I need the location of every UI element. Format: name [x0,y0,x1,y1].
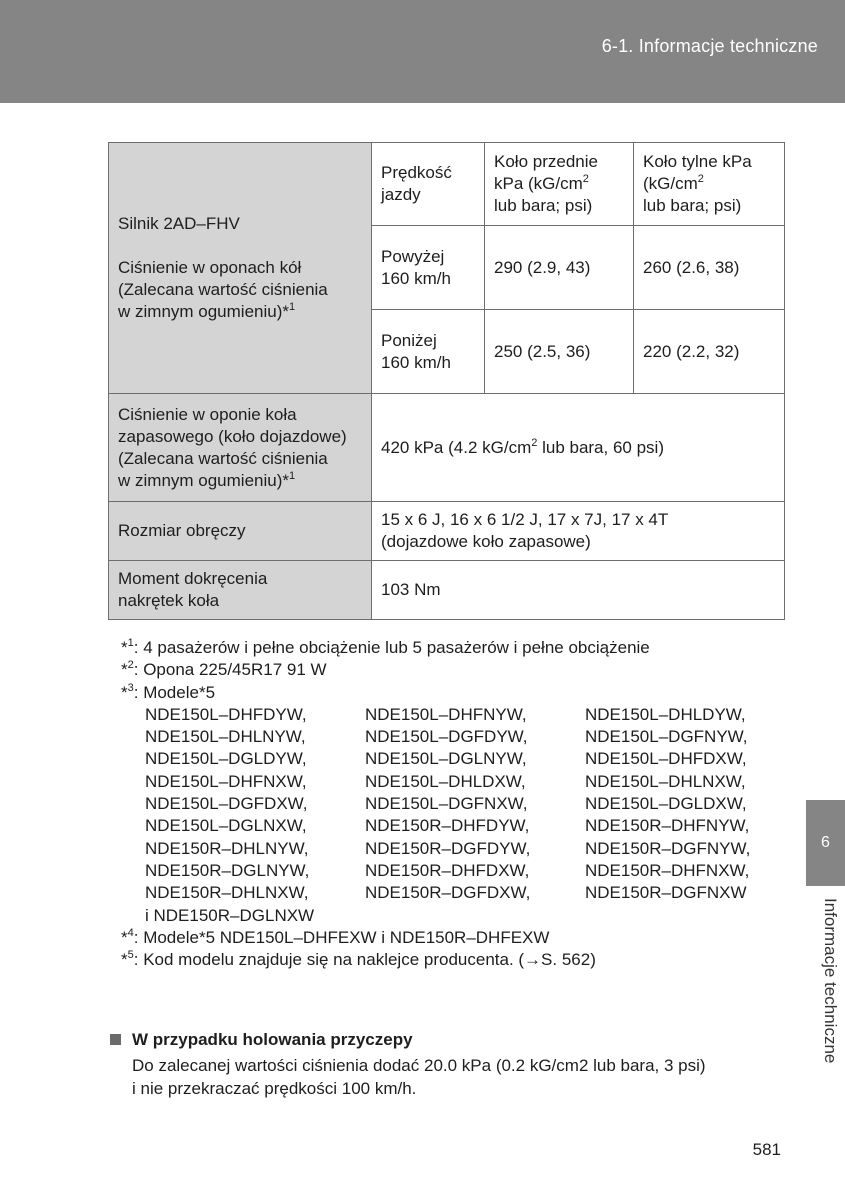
model-code: NDE150L–DHLNXW, [585,771,746,791]
model-code: NDE150L–DGLDXW, [585,794,747,814]
speed-above-cell: Powyżej 160 km/h [372,226,485,310]
page-number: 581 [752,1140,781,1159]
footnote-5: *$^5$: Kod modelu znajduje się na naklejce producenta. (→S. 562) [121,949,596,970]
col-header-speed: Prędkość jazdy [372,143,485,226]
model-code: NDE150L–DHLDXW, [365,771,526,791]
model-code: NDE150R–DHFNXW, [585,860,750,880]
chapter-tab [806,800,845,886]
spare-pressure-value: 420 kPa (4.2 $kG/cm^2$ lub bara, 60 psi) [372,394,785,502]
towing-heading [108,1028,788,1051]
towing-heading-text: W przypadku holowania przyczepy [132,1030,413,1049]
tire-pressure-label-line: w zimnym ogumieniu)*$^1$ [118,301,296,321]
col-header-front: Koło przednie kPa ($kG/cm^2$ lub bara; psi) [485,143,634,226]
model-code: NDE150L–DHLDYW, [585,704,746,724]
front-pressure-above: 290 (2.9, 43) [485,226,634,310]
towing-body-line: Do zalecanej wartości ciśnienia dodać 20.0 kPa (0.2 kG/cm2 lub bara, 3 psi) [132,1056,706,1075]
model-code: NDE150L–DGFNYW, [585,727,748,747]
model-code: NDE150R–DHFNYW, [585,816,750,836]
model-code: NDE150L–DHFDXW, [585,749,747,769]
table-row [109,394,785,502]
spare-pressure-label: Ciśnienie w oponie koła zapasowego (koło dojazdowe) (Zalecana wartość ciśnienia w zimnym ogumieniu)*$^1$ [109,394,372,502]
model-code: NDE150L–DHFDYW, [145,704,307,724]
model-code: NDE150L–DGLNXW, [145,816,307,836]
model-code: NDE150R–DHLNYW, [145,838,309,858]
model-code: NDE150R–DGLNYW, [145,860,310,880]
footnote-4: *$^4$: Modele*5 NDE150L–DHFEXW i NDE150R–DHFEXW [121,926,550,947]
chapter-label: Informacje techniczne [821,898,840,1064]
tire-spec-table [108,142,785,620]
model-code: NDE150R–DGFNXW [585,883,747,903]
model-code: NDE150R–DGFDYW, [365,838,531,858]
model-code: NDE150R–DHFDYW, [365,816,530,836]
torque-label: Moment dokręcenia nakrętek koła [109,561,372,620]
model-code: NDE150R–DGFNYW, [585,838,751,858]
speed-below-cell: Poniżej 160 km/h [372,310,485,394]
rim-size-value: 15 x 6 J, 16 x 6 1/2 J, 17 x 7J, 17 x 4T (dojazdowe koło zapasowe) [372,502,785,561]
footnote-1: *$^1$: 4 pasażerów i pełne obciążenie lub 5 pasażerów i pełne obciążenie [121,637,650,657]
torque-value: 103 Nm [372,561,785,620]
towing-body-line: i nie przekraczać prędkości 100 km/h. [132,1079,417,1098]
model-code: NDE150R–DGFDXW, [365,883,531,903]
footnote-3: *$^3$: Modele*5 [121,681,216,702]
rear-pressure-below: 220 (2.2, 32) [634,310,785,394]
model-code: NDE150R–DHFDXW, [365,860,530,880]
tire-pressure-label-line: Ciśnienie w oponach kół [118,258,302,277]
rim-size-label: Rozmiar obręczy [109,502,372,561]
engine-pressure-cell [109,143,372,394]
model-code: NDE150L–DGLDYW, [145,749,307,769]
model-code: NDE150L–DHFNXW, [145,771,307,791]
model-list-last: i NDE150R–DGLNXW [145,905,315,925]
front-pressure-below: 250 (2.5, 36) [485,310,634,394]
rear-pressure-above: 260 (2.6, 38) [634,226,785,310]
table-row [109,561,785,620]
col-header-rear: Koło tylne kPa ($kG/cm^2$ lub bara; psi) [634,143,785,226]
model-code: NDE150L–DHFNYW, [365,704,527,724]
chapter-number: 6 [821,834,830,851]
section-title: 6-1. Informacje techniczne [601,36,818,56]
model-list [121,704,781,927]
footnote-2: *$^2$: Opona 225/45R17 91 W [121,659,327,680]
table-row [109,502,785,561]
model-code: NDE150L–DGLNYW, [365,749,527,769]
model-code: NDE150L–DGFNXW, [365,794,528,814]
engine-label: Silnik 2AD–FHV [118,214,240,233]
page-header [0,0,845,103]
model-code: NDE150L–DHLNYW, [145,727,306,747]
tire-pressure-label-line: (Zalecana wartość ciśnienia [118,280,328,299]
model-code: NDE150L–DGFDYW, [365,727,528,747]
model-code: NDE150L–DGFDXW, [145,794,308,814]
square-bullet-icon [110,1034,121,1045]
towing-body [108,1054,788,1100]
model-code: NDE150R–DHLNXW, [145,883,309,903]
footnotes [121,637,781,971]
towing-section [108,1028,788,1100]
